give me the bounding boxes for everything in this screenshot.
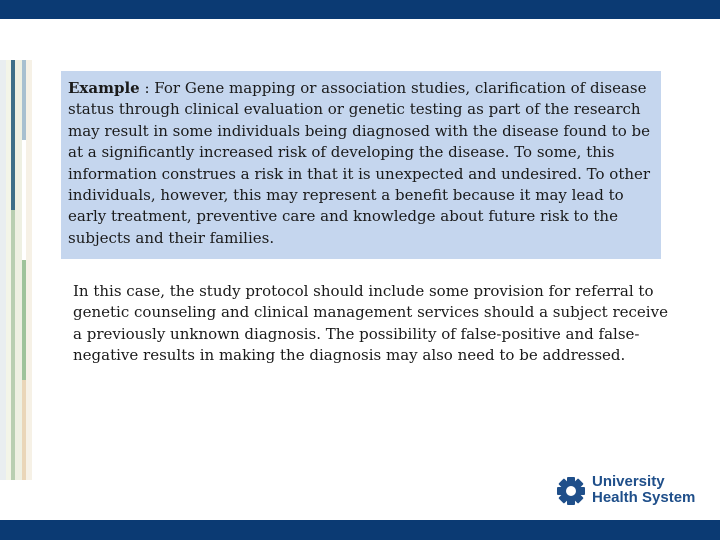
example-body: : For Gene mapping or association studies, clarification of disease status through clinical evaluation or genetic testing as part of the research may result in some individuals being diagnosed with the disease found to be at a significantly increased risk of developing the disease. To some, this information construes a risk in that it is unexpected and undesired. To other individuals, however, this may represent a benefit because it may lead to early treatment, preventive care and knowledge about future risk to the subjects and their families. <box>68 79 651 247</box>
body-paragraph: In this case, the study protocol should include some provision for referral to genetic counseling and clinical management services should a subject receive a previously unknown diagnosis. The possibility of false-positive and false-negative results in making the diagnosis may also need to be addressed. <box>73 282 668 365</box>
example-text <box>68 78 655 249</box>
bottom-banner <box>0 520 720 540</box>
example-lead: Example <box>68 79 140 97</box>
example-callout <box>61 71 661 259</box>
decorative-stripes <box>0 60 32 480</box>
logo-wordmark <box>592 474 695 506</box>
university-health-system-logo <box>556 472 706 512</box>
logo-line-2: Health System <box>592 489 696 506</box>
top-banner <box>0 0 720 19</box>
star-cross-logo-icon <box>556 476 586 506</box>
logo-line-1: University <box>592 473 665 490</box>
